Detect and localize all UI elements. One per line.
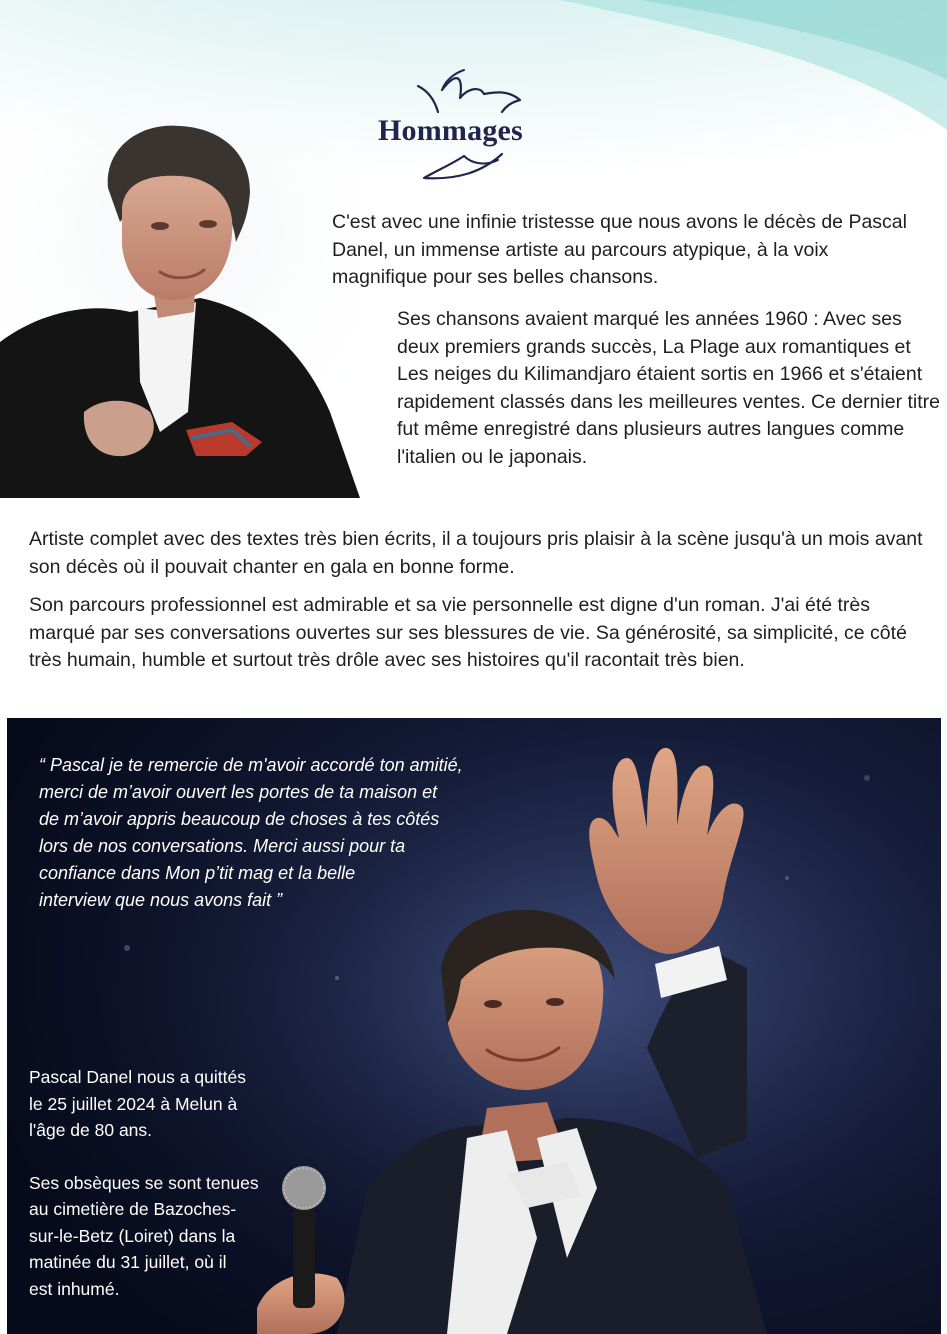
songs-paragraph: Ses chansons avaient marqué les années 1960 : Avec ses deux premiers grands succès, La Plage aux romantiques et Les neiges du Kilimandjaro étaient sortis en 1966 et s'étaient rapidement classés dans les meilleures ventes. Ce dernier titre fut même enregistré dans plusieurs autres langues comme l'italien ou le japonais. [397, 308, 941, 468]
tribute-quote [39, 752, 509, 914]
quote-line: confiance dans Mon p’tit mag et la belle [39, 863, 356, 883]
death-notice-line: matinée du 31 juillet, où il [29, 1252, 227, 1272]
quote-line: interview que nous avons fait ” [39, 890, 283, 910]
body-paragraph-1: Artiste complet avec des textes très bien écrits, il a toujours pris plaisir à la scène jusqu'à un mois avant son décès où il pouvait chanter en gala en bonne forme. [29, 528, 923, 578]
quote-line: “ Pascal je te remercie de m'avoir accordé ton amitié, [39, 755, 463, 775]
death-notice-line: est inhumé. [29, 1278, 120, 1299]
microphone-icon [293, 1208, 315, 1308]
quote-line: merci de m’avoir ouvert les portes de ta maison et [39, 782, 438, 802]
death-notice-line: Ses obsèques se sont tenues [29, 1172, 259, 1193]
death-notice-line: Pascal Danel nous a quittés [29, 1067, 246, 1087]
body-paragraph-2: Son parcours professionnel est admirable et sa vie personnelle est digne d'un roman. J'ai été très marqué par ses conversations ouvertes sur ses blessures de vie. Sa générosité, sa simplicité, ce côté très humain, humble et surtout très drôle avec ses histoires qu'il racontait très bien. [29, 594, 907, 671]
portrait-photo-top [0, 112, 360, 498]
quote-line: de m’avoir appris beaucoup de choses à tes côtés [39, 809, 440, 829]
death-notice-paragraph-2 [29, 1170, 289, 1303]
death-notice-line: le 25 juillet 2024 à Melun à [29, 1093, 238, 1114]
death-notice-line: sur-le-Betz (Loiret) dans la [29, 1225, 236, 1246]
death-notice-paragraph-1 [29, 1064, 289, 1144]
concert-photo-panel [7, 718, 941, 1334]
intro-paragraph: C'est avec une infinie tristesse que nous avons le décès de Pascal Danel, un immense artiste au parcours atypique, à la voix magnifique pour ses belles chansons. [332, 211, 907, 288]
death-notice-line: l'âge de 80 ans. [29, 1120, 153, 1140]
death-notice [29, 1064, 289, 1302]
hommages-logo [372, 68, 562, 186]
logo-text: Hommages [378, 114, 523, 147]
quote-line: lors de nos conversations. Merci aussi pour ta [39, 836, 406, 856]
death-notice-line: au cimetière de Bazoches- [29, 1199, 237, 1219]
